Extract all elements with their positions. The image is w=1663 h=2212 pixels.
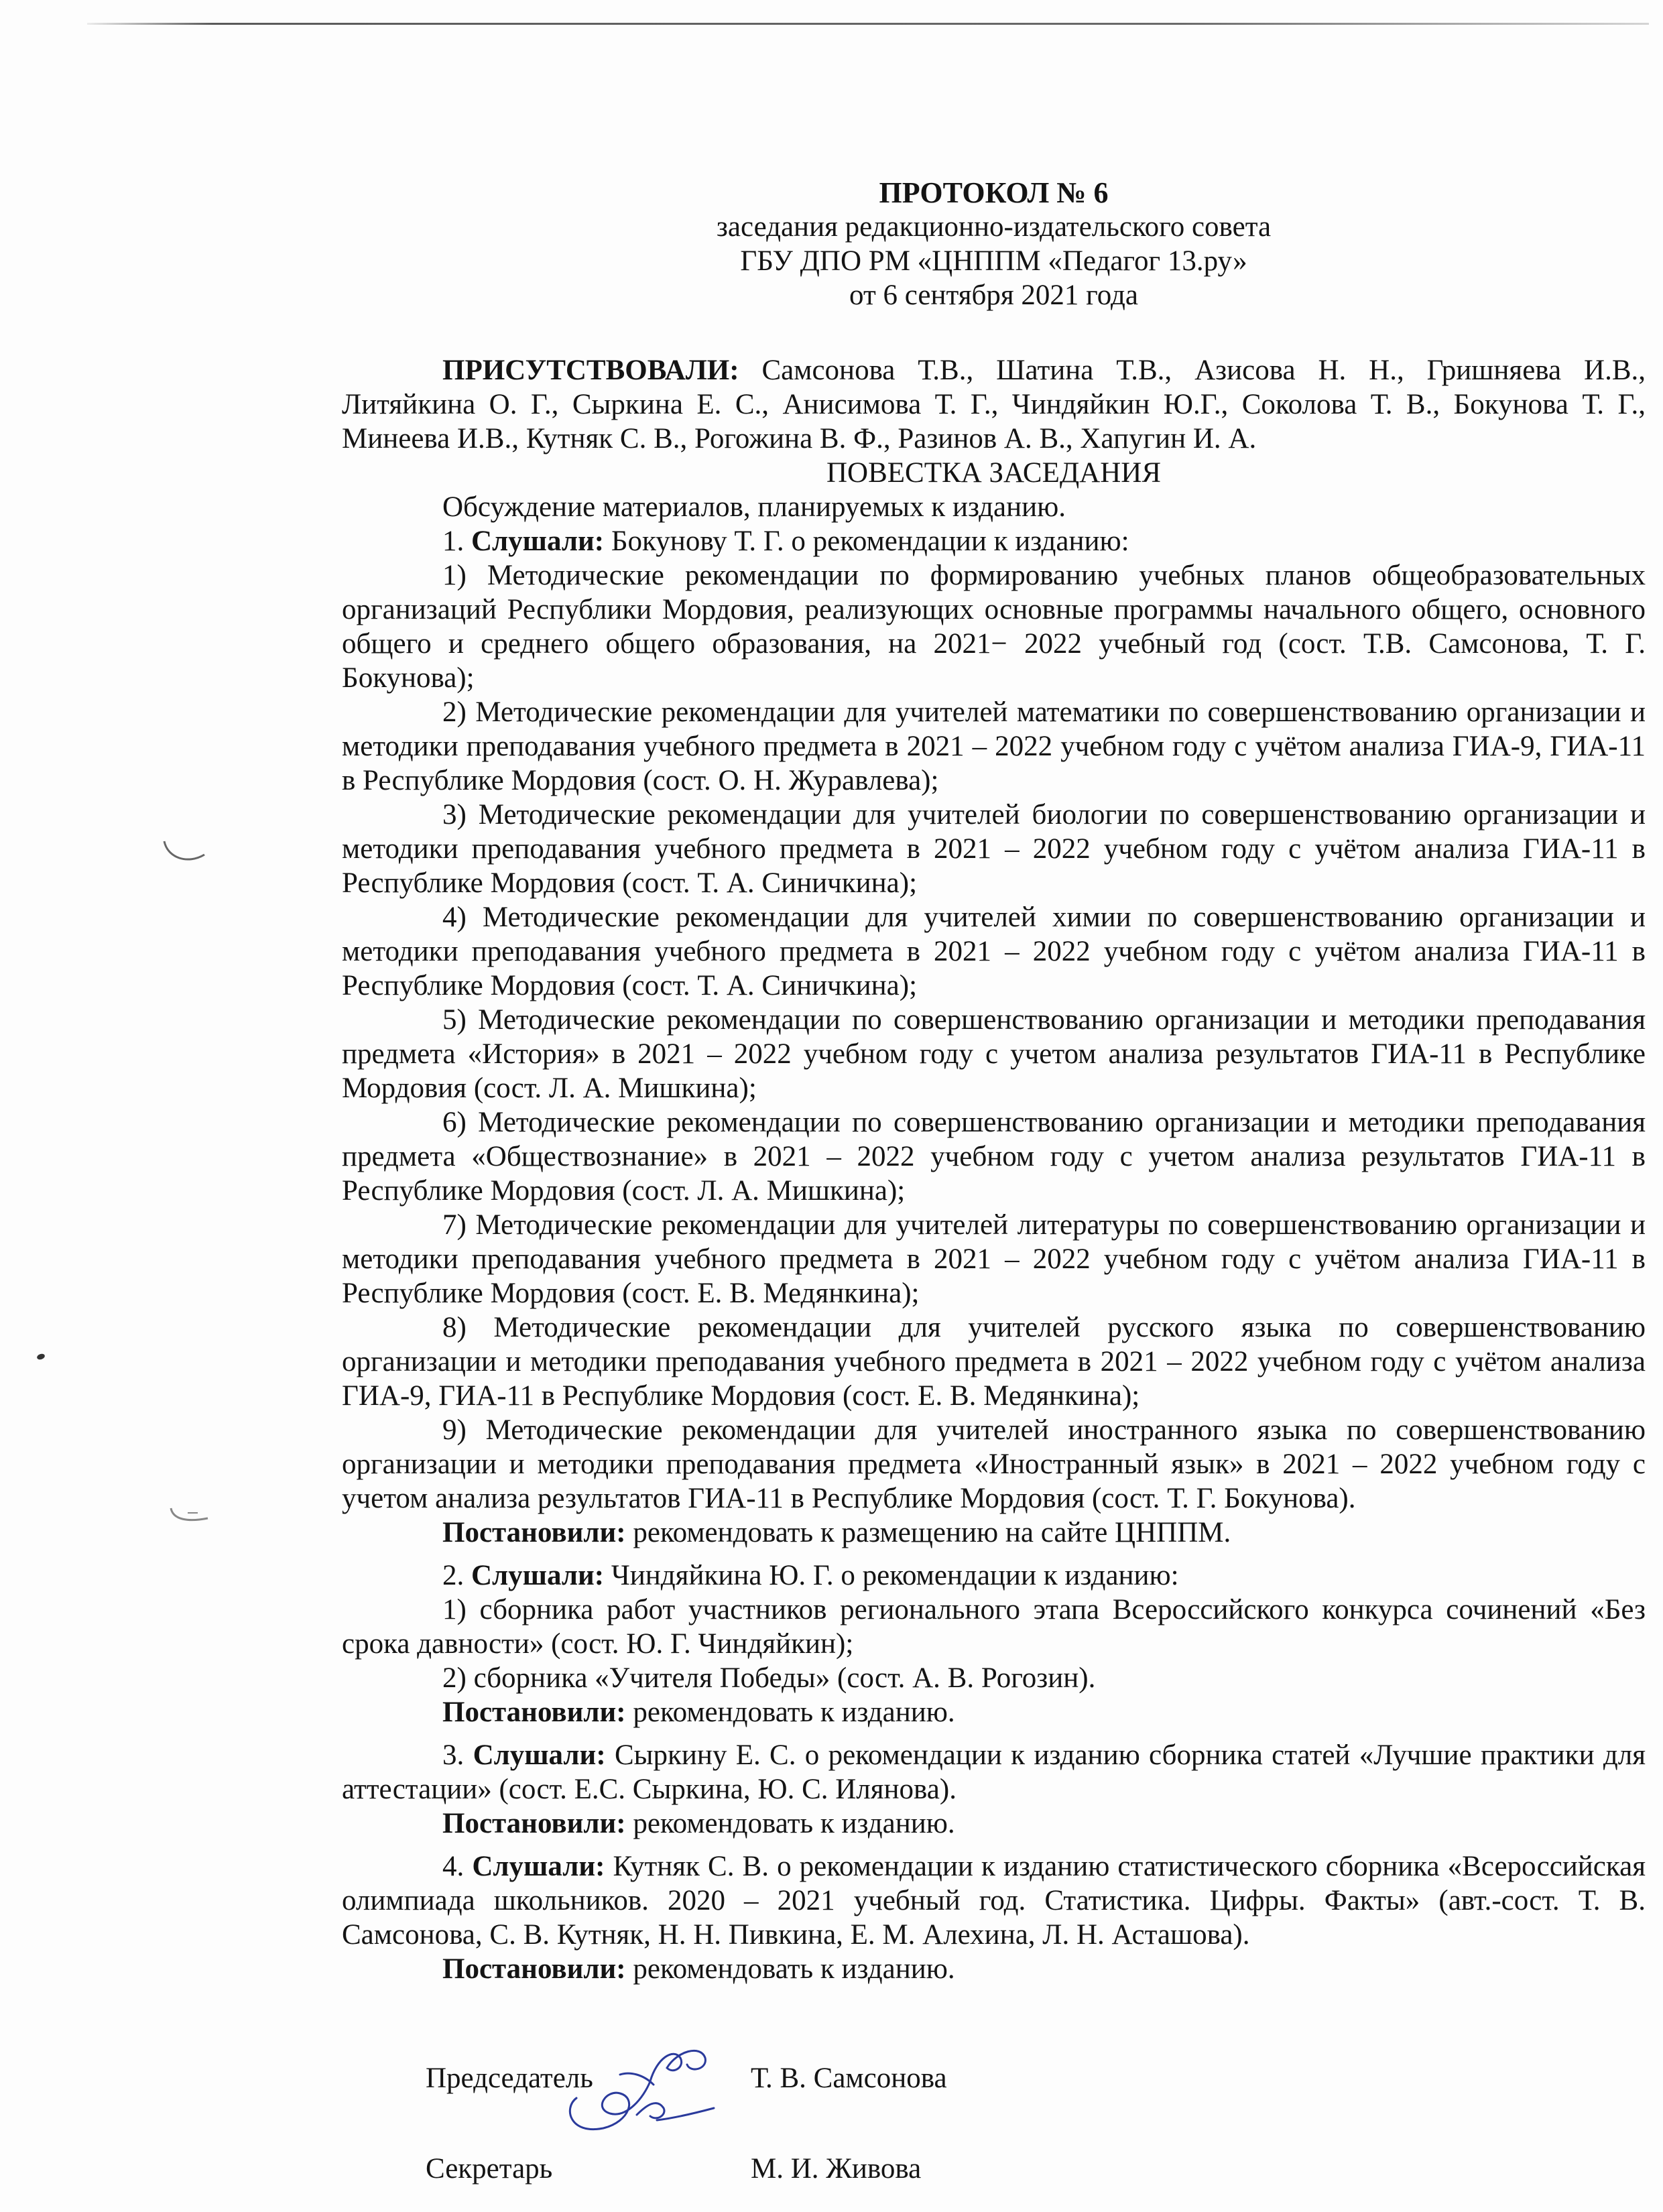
item-1-sub-5: 5) Методические рекомендации по совершенствованию организации и методики преподавания предмета «История» в 2021 – 2022 учебном году с учетом анализа результатов ГИА-11 в Республике Мордовия (сост. Л. А. Мишкина);: [342, 1004, 1646, 1104]
header-line-organization: ГБУ ДПО РМ «ЦНППМ «Педагог 13.ру»: [740, 245, 1247, 277]
heard-label: Слушали:: [471, 526, 605, 557]
handwritten-signature-icon: [556, 2034, 717, 2142]
item-3-resolution: [342, 1806, 1646, 1841]
item-2-sub-1: 1) сборника работ участников регионального этапа Всероссийского конкурса сочинений «Без срока давности» (сост. Ю. Г. Чиндяйкин);: [342, 1594, 1646, 1660]
secretary-signature-row: [342, 2152, 1646, 2192]
chair-signature-row: [342, 2061, 1646, 2101]
document-title: ПРОТОКОЛ № 6: [879, 176, 1109, 209]
document-body: [342, 353, 1646, 1986]
attendees-list: Самсонова Т.В., Шатина Т.В., Азисова Н. Н., Гришняева И.В., Литяйкина О. Г., Сыркина Е. С., Анисимова Т. Г., Чиндяйкин Ю.Г., Соколова Т. В., Бокунова Т. Г., Минеева И.В., Кутняк С. В., Рогожина В. Ф., Разинов А. В., Хапугин И. А.: [342, 355, 1646, 454]
item-1-resolution-text: рекомендовать к размещению на сайте ЦНППМ.: [625, 1517, 1231, 1548]
heard-label: Слушали:: [471, 1560, 605, 1591]
item-3-heard: [342, 1738, 1646, 1806]
agenda-heading: ПОВЕСТКА ЗАСЕДАНИЯ: [826, 457, 1162, 489]
agenda-intro: Обсуждение материалов, планируемых к изданию.: [442, 491, 1066, 523]
header-line-date: от 6 сентября 2021 года: [849, 280, 1138, 311]
scan-dot-icon: [36, 1353, 46, 1361]
item-2-resolution-text: рекомендовать к изданию.: [625, 1697, 955, 1728]
item-2-heard: [342, 1558, 1646, 1593]
resolved-label: Постановили:: [442, 1697, 626, 1728]
item-1-sub-2: 2) Методические рекомендации для учителей математики по совершенствованию организации и методики преподавания учебного предмета в 2021 – 2022 учебном году с учётом анализа ГИА-9, ГИА-11 в Республике Мордовия (сост. О. Н. Журавлева);: [342, 696, 1646, 796]
item-1-sub-7: 7) Методические рекомендации для учителей литературы по совершенствованию организации и методики преподавания учебного предмета в 2021 – 2022 учебном году с учётом анализа ГИА-11 в Республике Мордовия (сост. Е. В. Медянкина);: [342, 1209, 1646, 1309]
heard-label: Слушали:: [473, 1739, 606, 1771]
item-4-resolution: [342, 1952, 1646, 1986]
item-1-sub-4: 4) Методические рекомендации для учителей химии по совершенствованию организации и методики преподавания учебного предмета в 2021 – 2022 учебном году с учётом анализа ГИА-11 в Республике Мордовия (сост. Т. А. Синичкина);: [342, 902, 1646, 1001]
chair-role: Председатель: [426, 2063, 593, 2094]
item-4-number: 4.: [442, 1851, 473, 1882]
document-header: [342, 176, 1646, 312]
item-2-sub-2: 2) сборника «Учителя Победы» (сост. А. В. Рогозин).: [442, 1662, 1096, 1694]
attendees-paragraph: [342, 353, 1646, 456]
item-2-resolution: [342, 1695, 1646, 1729]
secretary-name: М. И. Живова: [751, 2153, 922, 2185]
resolved-label: Постановили:: [442, 1808, 626, 1839]
secretary-role: Секретарь: [426, 2153, 553, 2185]
item-1-number: 1.: [442, 526, 471, 557]
item-1-resolution: [342, 1516, 1646, 1550]
item-4-text: Кутняк С. В. о рекомендации к изданию статистического сборника «Всероссийская олимпиада школьников. 2020 – 2021 учебный год. Статистика. Цифры. Факты» (авт.-сост. Т. В. Самсонова, С. В. Кутняк, Н. Н. Пивкина, Е. М. Алехина, Л. Н. Асташова).: [342, 1851, 1646, 1951]
item-1-heard: [342, 524, 1646, 558]
attendees-label: ПРИСУТСТВОВАЛИ:: [442, 355, 739, 386]
item-1-sub-9: 9) Методические рекомендации для учителей иностранного языка по совершенствованию организации и методики преподавания предмета «Иностранный язык» в 2021 – 2022 учебном году с учетом анализа результатов ГИА-11 в Республике Мордовия (сост. Т. Г. Бокунова).: [342, 1414, 1646, 1514]
item-1-sub-6: 6) Методические рекомендации по совершенствованию организации и методики преподавания предмета «Обществознание» в 2021 – 2022 учебном году с учетом анализа результатов ГИА-11 в Республике Мордовия (сост. Л. А. Мишкина);: [342, 1107, 1646, 1207]
item-4-heard: [342, 1849, 1646, 1952]
header-line-meeting: заседания редакционно-издательского совета: [716, 211, 1272, 243]
item-3-number: 3.: [442, 1739, 473, 1771]
resolved-label: Постановили:: [442, 1517, 626, 1548]
item-2-text: Чиндяйкина Ю. Г. о рекомендации к изданию:: [604, 1560, 1179, 1591]
scan-mark-icon: [168, 1505, 214, 1525]
scan-mark-icon: [161, 838, 208, 865]
item-4-resolution-text: рекомендовать к изданию.: [625, 1953, 955, 1985]
item-3-resolution-text: рекомендовать к изданию.: [625, 1808, 955, 1839]
item-1-sub-3: 3) Методические рекомендации для учителей биологии по совершенствованию организации и методики преподавания учебного предмета в 2021 – 2022 учебном году с учётом анализа ГИА-11 в Республике Мордовия (сост. Т. А. Синичкина);: [342, 799, 1646, 899]
chair-name: Т. В. Самсонова: [751, 2063, 947, 2094]
item-1-text: Бокунову Т. Г. о рекомендации к изданию:: [604, 526, 1129, 557]
item-2-number: 2.: [442, 1560, 471, 1591]
scan-edge-line: [87, 23, 1649, 25]
resolved-label: Постановили:: [442, 1953, 626, 1985]
heard-label: Слушали:: [472, 1851, 605, 1882]
item-3-text: Сыркину Е. С. о рекомендации к изданию сборника статей «Лучшие практики для аттестации» (сост. Е.С. Сыркина, Ю. С. Илянова).: [342, 1739, 1646, 1805]
item-1-sub-1: 1) Методические рекомендации по формированию учебных планов общеобразовательных организаций Республики Мордовия, реализующих основные программы начального общего, основного общего и среднего общего образования, на 2021− 2022 учебный год (сост. Т.В. Самсонова, Т. Г. Бокунова);: [342, 560, 1646, 694]
item-1-sub-8: 8) Методические рекомендации для учителей русского языка по совершенствованию организации и методики преподавания учебного предмета в 2021 – 2022 учебном году с учётом анализа ГИА-9, ГИА-11 в Республике Мордовия (сост. Е. В. Медянкина);: [342, 1312, 1646, 1412]
